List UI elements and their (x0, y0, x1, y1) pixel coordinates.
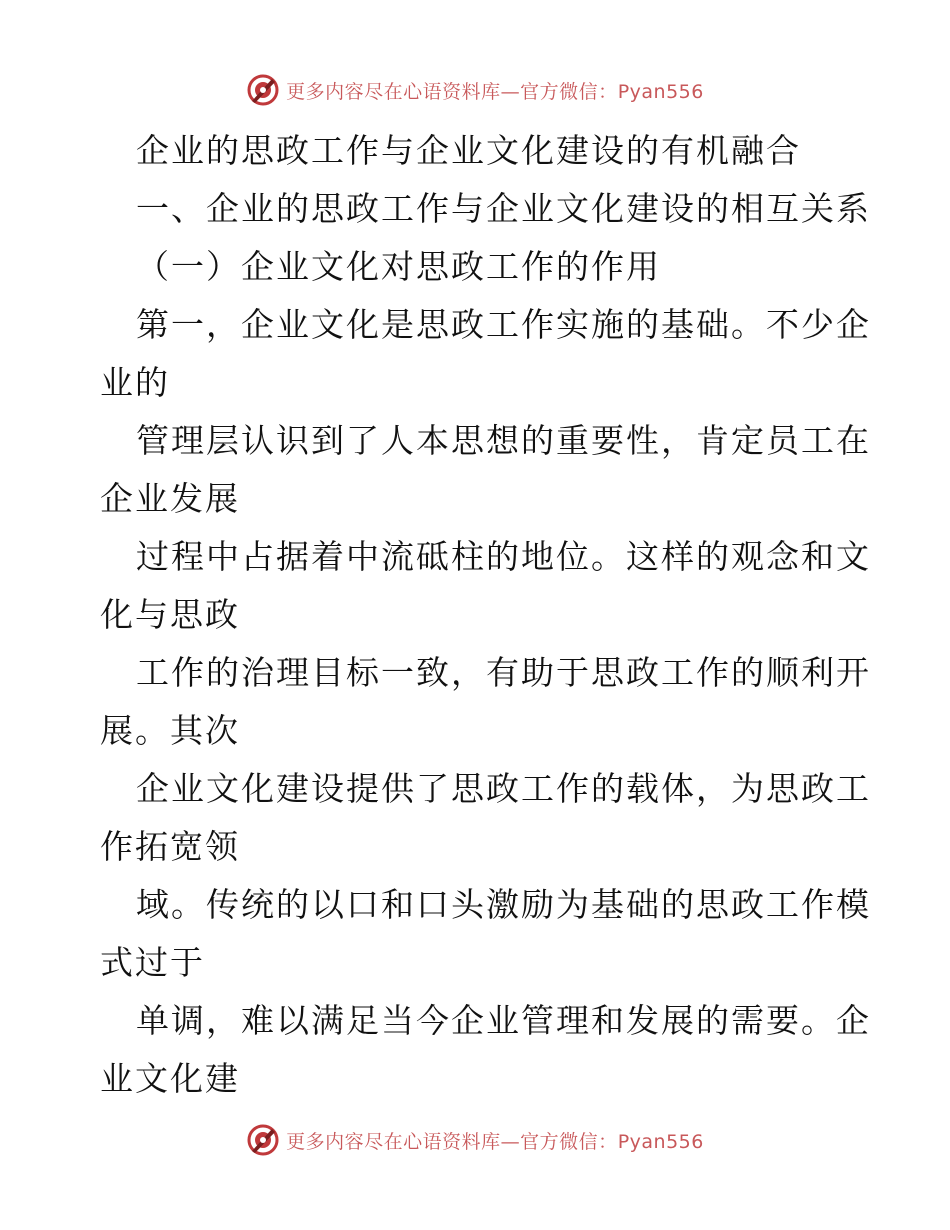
text-line: 企业文化建设提供了思政工作的载体，为思政工 (136, 769, 871, 808)
text-line: 工作的治理目标一致，有助于思政工作的顺利开 (136, 653, 871, 692)
text-line: 一、企业的思政工作与企业文化建设的相互关系 (136, 189, 871, 228)
text-line: 式过于 (100, 943, 205, 982)
watermark-wechat-id: Pyan556 (617, 1130, 704, 1153)
text-line: 企业发展 (100, 479, 240, 518)
footer-watermark (0, 1120, 950, 1160)
header-watermark (0, 70, 950, 110)
watermark-wechat-label: 官方微信： (520, 1130, 618, 1153)
watermark-dash: — (500, 1130, 521, 1153)
pen-logo-icon (246, 1123, 280, 1157)
text-line: 管理层认识到了人本思想的重要性，肯定员工在 (136, 421, 871, 460)
text-line: 业文化建 (100, 1059, 240, 1098)
text-line: （一）企业文化对思政工作的作用 (136, 247, 661, 286)
watermark-site-text: 更多内容尽在心语资料库 (286, 80, 501, 103)
watermark-dash: — (500, 80, 521, 103)
document-body (100, 122, 871, 1108)
text-line: 作拓宽领 (100, 827, 240, 866)
watermark-wechat-id: Pyan556 (617, 80, 704, 103)
text-line: 企业的思政工作与企业文化建设的有机融合 (136, 131, 801, 170)
text-line: 过程中占据着中流砥柱的地位。这样的观念和文 (136, 537, 871, 576)
text-line: 第一，企业文化是思政工作实施的基础。不少企 (136, 305, 871, 344)
text-line: 业的 (100, 363, 170, 402)
watermark-site-text: 更多内容尽在心语资料库 (286, 1130, 501, 1153)
text-line: 单调，难以满足当今企业管理和发展的需要。企 (136, 1001, 871, 1040)
text-line: 展。其次 (100, 711, 240, 750)
pen-logo-icon (246, 73, 280, 107)
text-line: 域。传统的以口和口头激励为基础的思政工作模 (136, 885, 871, 924)
text-line: 化与思政 (100, 595, 240, 634)
watermark-wechat-label: 官方微信： (520, 80, 618, 103)
